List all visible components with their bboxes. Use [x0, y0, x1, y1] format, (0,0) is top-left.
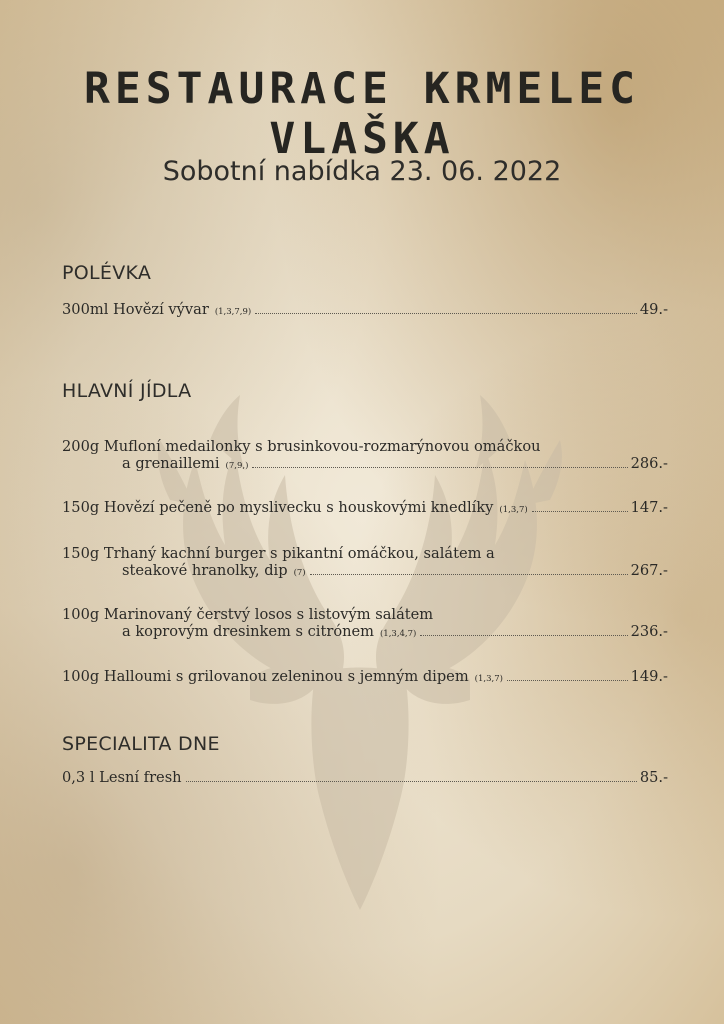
item-allergens: (7,9,)	[225, 461, 249, 471]
item-name-line1: 100g Marinovaný čerstvý losos s listovým salátem	[62, 606, 434, 623]
item-allergens: (1,3,7)	[474, 674, 503, 684]
item-price: 49.-	[639, 301, 668, 318]
item-name-line2: steakové hranolky, dip	[122, 562, 288, 579]
item-price: 236.-	[630, 623, 668, 640]
item-name: 300ml Hovězí vývar	[62, 301, 209, 318]
item-allergens: (1,3,7,9)	[214, 307, 252, 317]
item-price: 286.-	[630, 455, 668, 472]
menu-item-main-5	[62, 668, 668, 688]
dot-leader	[532, 510, 628, 512]
menu-item-main-4	[62, 606, 668, 643]
menu-date-title: Sobotní nabídka 23. 06. 2022	[162, 156, 562, 187]
item-price: 267.-	[630, 562, 668, 579]
item-name-line1: 150g Trhaný kachní burger s pikantní omáčkou, salátem a	[62, 545, 495, 562]
item-price: 149.-	[630, 668, 668, 685]
item-allergens: (7)	[293, 568, 306, 578]
dot-leader	[420, 634, 627, 636]
item-name: 100g Halloumi s grilovanou zeleninou s jemným dipem	[62, 668, 469, 685]
dot-leader	[507, 679, 628, 681]
dot-leader	[310, 573, 628, 575]
restaurant-name: RESTAURACE KRMELEC VLAŠKA	[84, 64, 640, 164]
item-price: 147.-	[630, 499, 668, 516]
item-name-line1: 200g Mufloní medailonky s brusinkovou-rozmarýnovou omáčkou	[62, 438, 541, 455]
item-name: 0,3 l Lesní fresh	[62, 769, 182, 786]
item-price: 85.-	[639, 769, 668, 786]
item-name: 150g Hovězí pečeně po myslivecku s houskovými knedlíky	[62, 499, 494, 516]
menu-item-soup-1	[62, 301, 668, 321]
dot-leader	[255, 312, 637, 314]
item-allergens: (1,3,4,7)	[379, 629, 417, 639]
menu-item-main-1	[62, 438, 668, 475]
item-name-line2: a grenaillemi	[122, 455, 220, 472]
section-title-special: SPECIALITA DNE	[62, 733, 220, 755]
menu-item-special-1	[62, 769, 668, 786]
dot-leader	[186, 780, 637, 782]
menu-item-main-2	[62, 499, 668, 519]
section-title-main: HLAVNÍ JÍDLA	[62, 380, 192, 402]
section-title-soup: POLÉVKA	[62, 262, 152, 284]
item-name-line2: a koprovým dresinkem s citrónem	[122, 623, 374, 640]
menu-item-main-3	[62, 545, 668, 582]
dot-leader	[252, 466, 627, 468]
item-allergens: (1,3,7)	[499, 505, 528, 515]
